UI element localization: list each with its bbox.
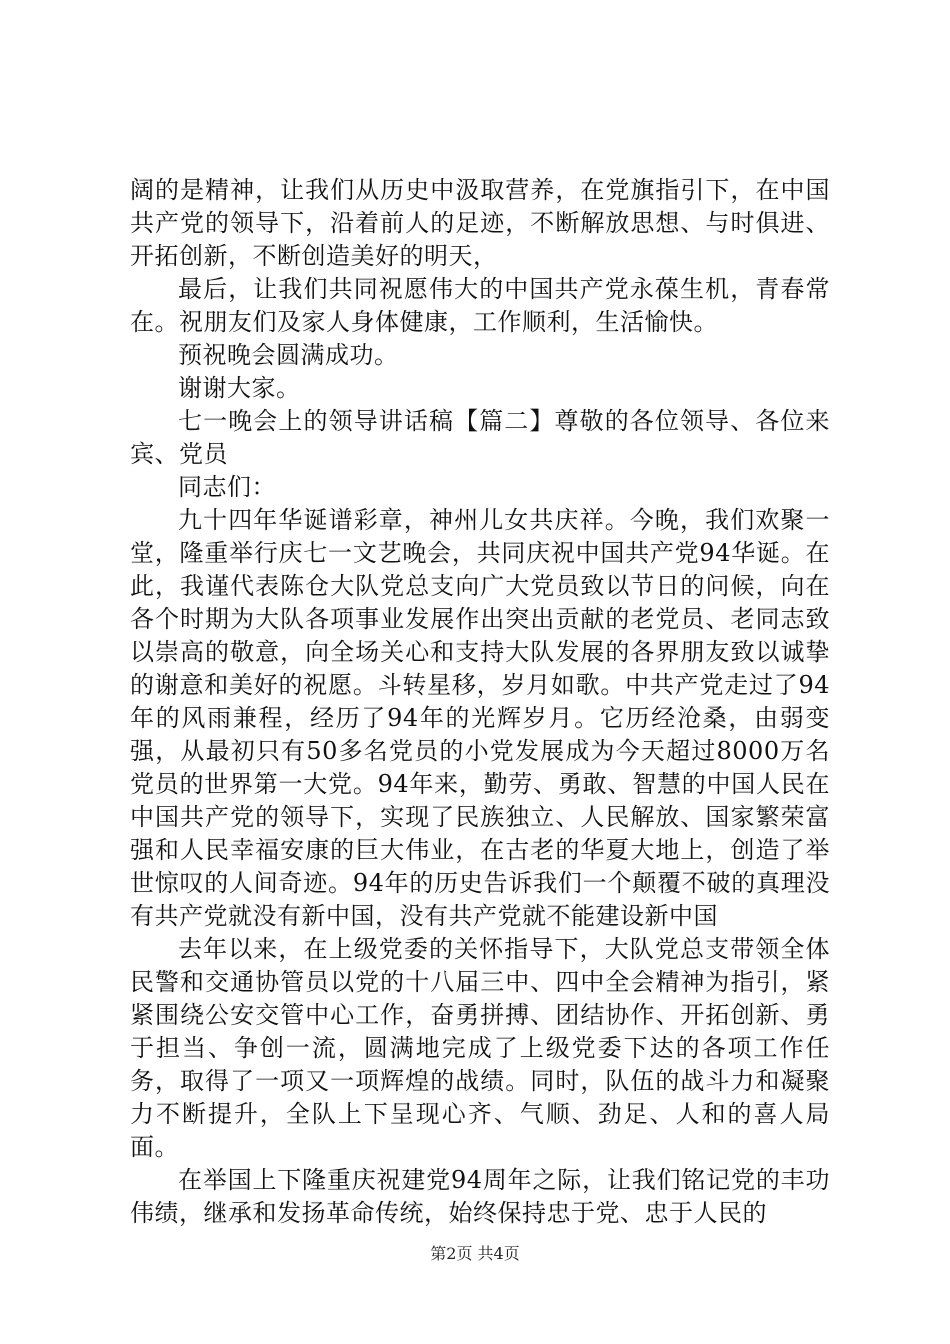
paragraph-5: 七一晚会上的领导讲话稿【篇二】尊敬的各位领导、各位来宾、党员 <box>130 407 830 468</box>
page-number-footer: 第2页 共4页 <box>430 1244 520 1263</box>
paragraph-3: 预祝晚会圆满成功。 <box>178 341 399 369</box>
paragraph-9: 在举国上下隆重庆祝建党94周年之际，让我们铭记党的丰功伟绩，继承和发扬革命传统，始终保持忠于党、忠于人民的 <box>130 1166 830 1227</box>
paragraph-1: 阔的是精神，让我们从历史中汲取营养，在党旗指引下，在中国共产党的领导下，沿着前人的足迹，不断解放思想、与时俱进、开拓创新，不断创造美好的明天， <box>130 176 830 270</box>
paragraph-2: 最后，让我们共同祝愿伟大的中国共产党永葆生机，青春常在。祝朋友们及家人身体健康，工作顺利，生活愉快。 <box>130 275 830 336</box>
document-body <box>130 174 830 1230</box>
paragraph-8: 去年以来，在上级党委的关怀指导下，大队党总支带领全体民警和交通协管员以党的十八届三中、四中全会精神为指引，紧紧围绕公安交管中心工作，奋勇拼搏、团结协作、开拓创新、勇于担当、争创一流，圆满地完成了上级党委下达的各项工作任务，取得了一项又一项辉煌的战绩。同时，队伍的战斗力和凝聚力不断提升，全队上下呈现心齐、气顺、劲足、人和的喜人局面。 <box>130 935 830 1161</box>
paragraph-7: 九十四年华诞谱彩章，神州儿女共庆祥。今晚，我们欢聚一堂，隆重举行庆七一文艺晚会，共同庆祝中国共产党94华诞。在此，我谨代表陈仓大队党总支向广大党员致以节日的问候，向在各个时期为大队各项事业发展作出突出贡献的老党员、老同志致以崇高的敬意，向全场关心和支持大队发展的各界朋友致以诚挚的谢意和美好的祝愿。斗转星移，岁月如歌。中共产党走过了94年的风雨兼程，经历了94年的光辉岁月。它历经沧桑，由弱变强，从最初只有50多名党员的小党发展成为今天超过8000万名党员的世界第一大党。94年来，勤劳、勇敢、智慧的中国人民在中国共产党的领导下，实现了民族独立、人民解放、国家繁荣富强和人民幸福安康的巨大伟业，在古老的华夏大地上，创造了举世惊叹的人间奇迹。94年的历史告诉我们一个颠覆不破的真理没有共产党就没有新中国，没有共产党就不能建设新中国 <box>130 506 830 930</box>
paragraph-4: 谢谢大家。 <box>178 374 301 402</box>
paragraph-6: 同志们： <box>178 473 276 501</box>
